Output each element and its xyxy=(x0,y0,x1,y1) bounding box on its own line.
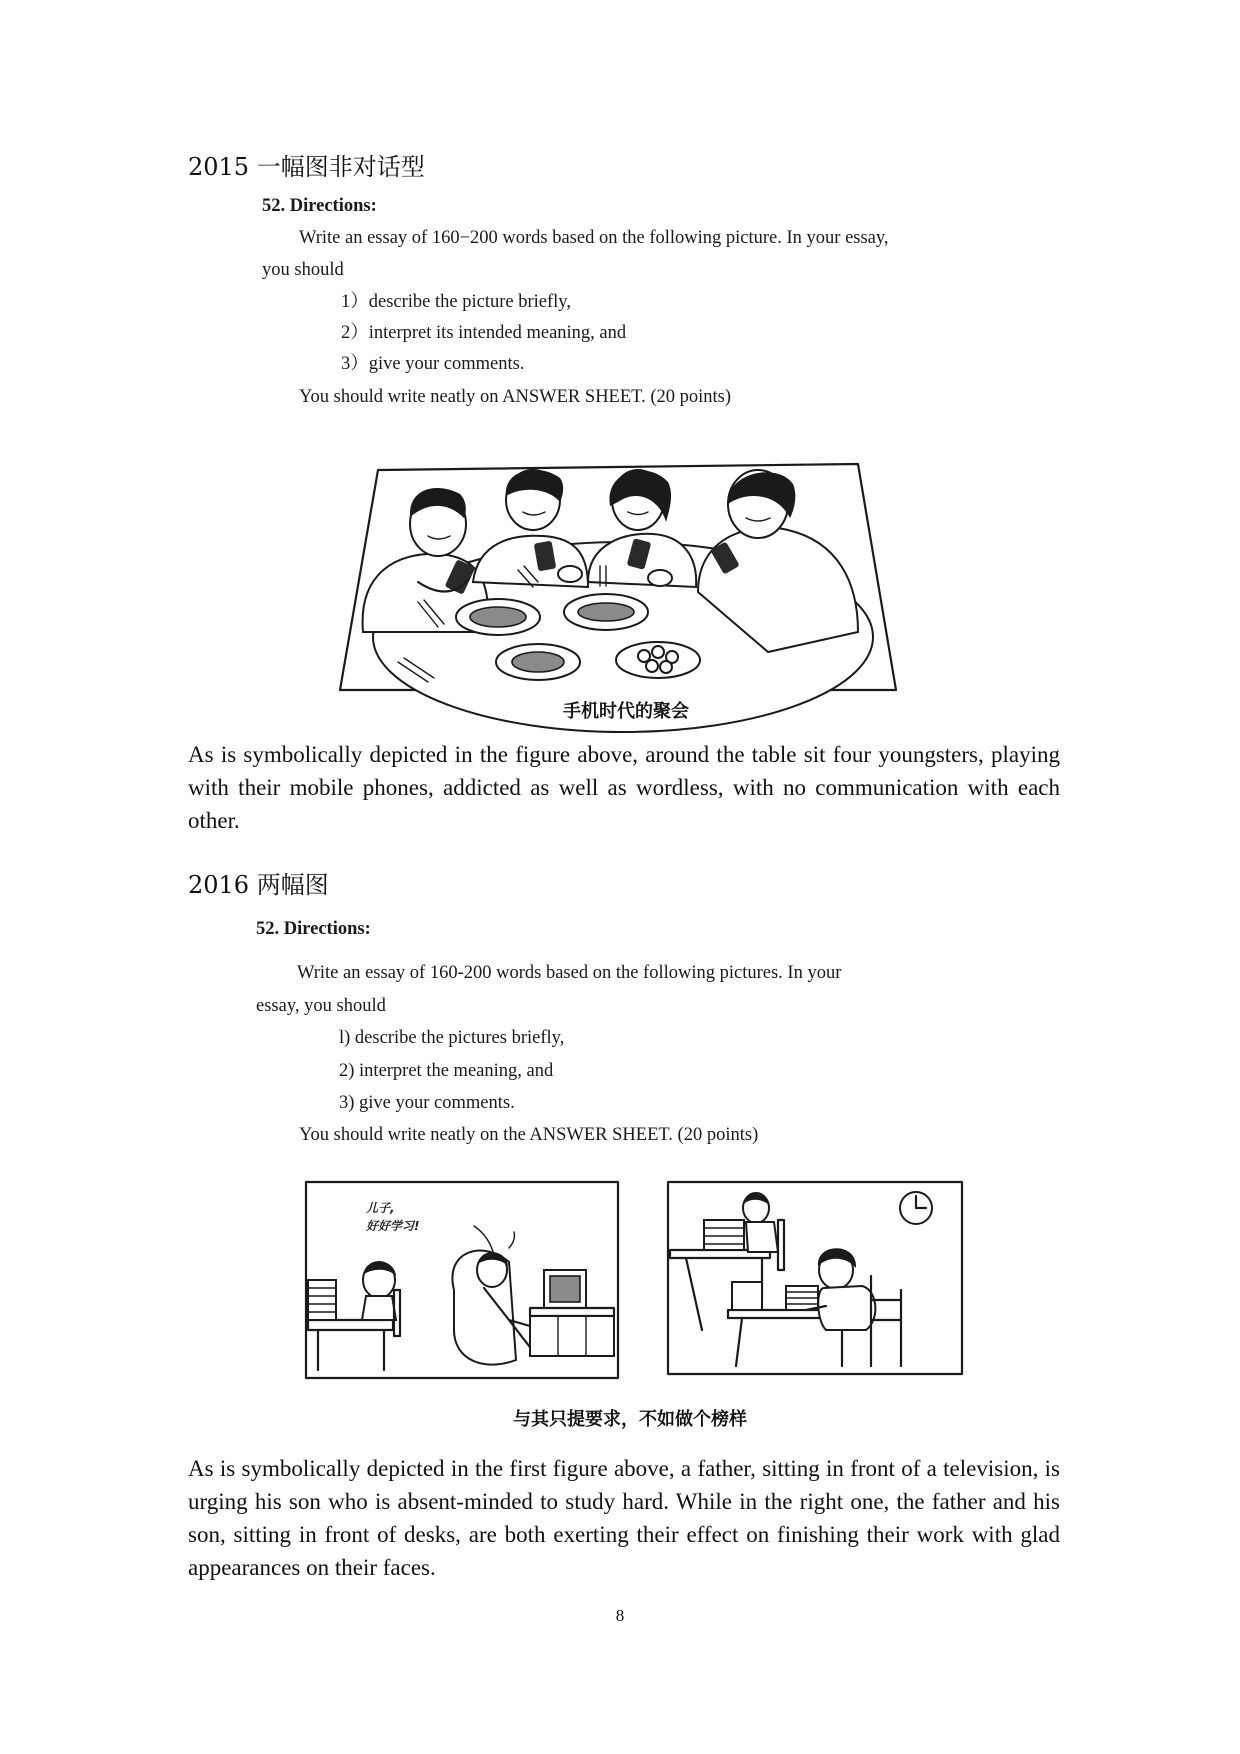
person-3 xyxy=(588,470,696,587)
picture-caption-2015: 手机时代的聚会 xyxy=(563,701,689,722)
essay-paragraph-2016: As is symbolically depicted in the first figure above, a father, sitting in front of a television, is urging his son who is absent-minded to study hard. While in the right one, the father and his son, sitting in front of desks, are both exerting their effect on finishing their work with glad appearances on their faces. xyxy=(188,1456,1060,1580)
directions-item: 1）describe the picture briefly, xyxy=(341,292,571,312)
page-number: 8 xyxy=(615,1606,625,1625)
speech-bubble-line-1: 儿子, xyxy=(366,1201,395,1215)
illustration-father-son-studying xyxy=(666,1180,964,1376)
speech-bubble-line-2: 好好学习! xyxy=(366,1219,420,1233)
directions-title: 52. Directions: xyxy=(256,919,371,939)
picture-caption-2016: 与其只提要求，不如做个榜样 xyxy=(513,1409,747,1430)
clock-icon xyxy=(900,1192,932,1224)
directions-instruction: You should write neatly on the ANSWER SHEET. (20 points) xyxy=(299,1125,759,1145)
directions-title: 52. Directions: xyxy=(262,196,377,216)
directions-item: 3）give your comments. xyxy=(341,354,525,374)
directions-intro: Write an essay of 160−200 words based on the following picture. In your essay, xyxy=(299,228,889,248)
illustration-father-watching-tv xyxy=(304,1180,620,1380)
directions-intro-continued: essay, you should xyxy=(256,996,386,1016)
directions-intro-continued: you should xyxy=(262,260,344,280)
section-heading-2015: 2015 一幅图非对话型 xyxy=(188,153,425,181)
directions-item: 2) interpret the meaning, and xyxy=(339,1061,554,1081)
essay-paragraph-2015: As is symbolically depicted in the figure above, around the table sit four youngsters, playing with their mobile phones, addicted as well as wordless, with no communication with each other. xyxy=(188,742,1060,833)
directions-item: 3) give your comments. xyxy=(339,1093,515,1113)
section-heading-2016: 2016 两幅图 xyxy=(188,871,329,899)
directions-instruction: You should write neatly on ANSWER SHEET. (20 points) xyxy=(299,387,732,407)
directions-item: l) describe the pictures briefly, xyxy=(339,1028,565,1048)
directions-item: 2）interpret its intended meaning, and xyxy=(341,323,627,343)
directions-intro: Write an essay of 160-200 words based on the following pictures. In your xyxy=(297,963,842,983)
illustration-phone-party xyxy=(338,462,898,692)
